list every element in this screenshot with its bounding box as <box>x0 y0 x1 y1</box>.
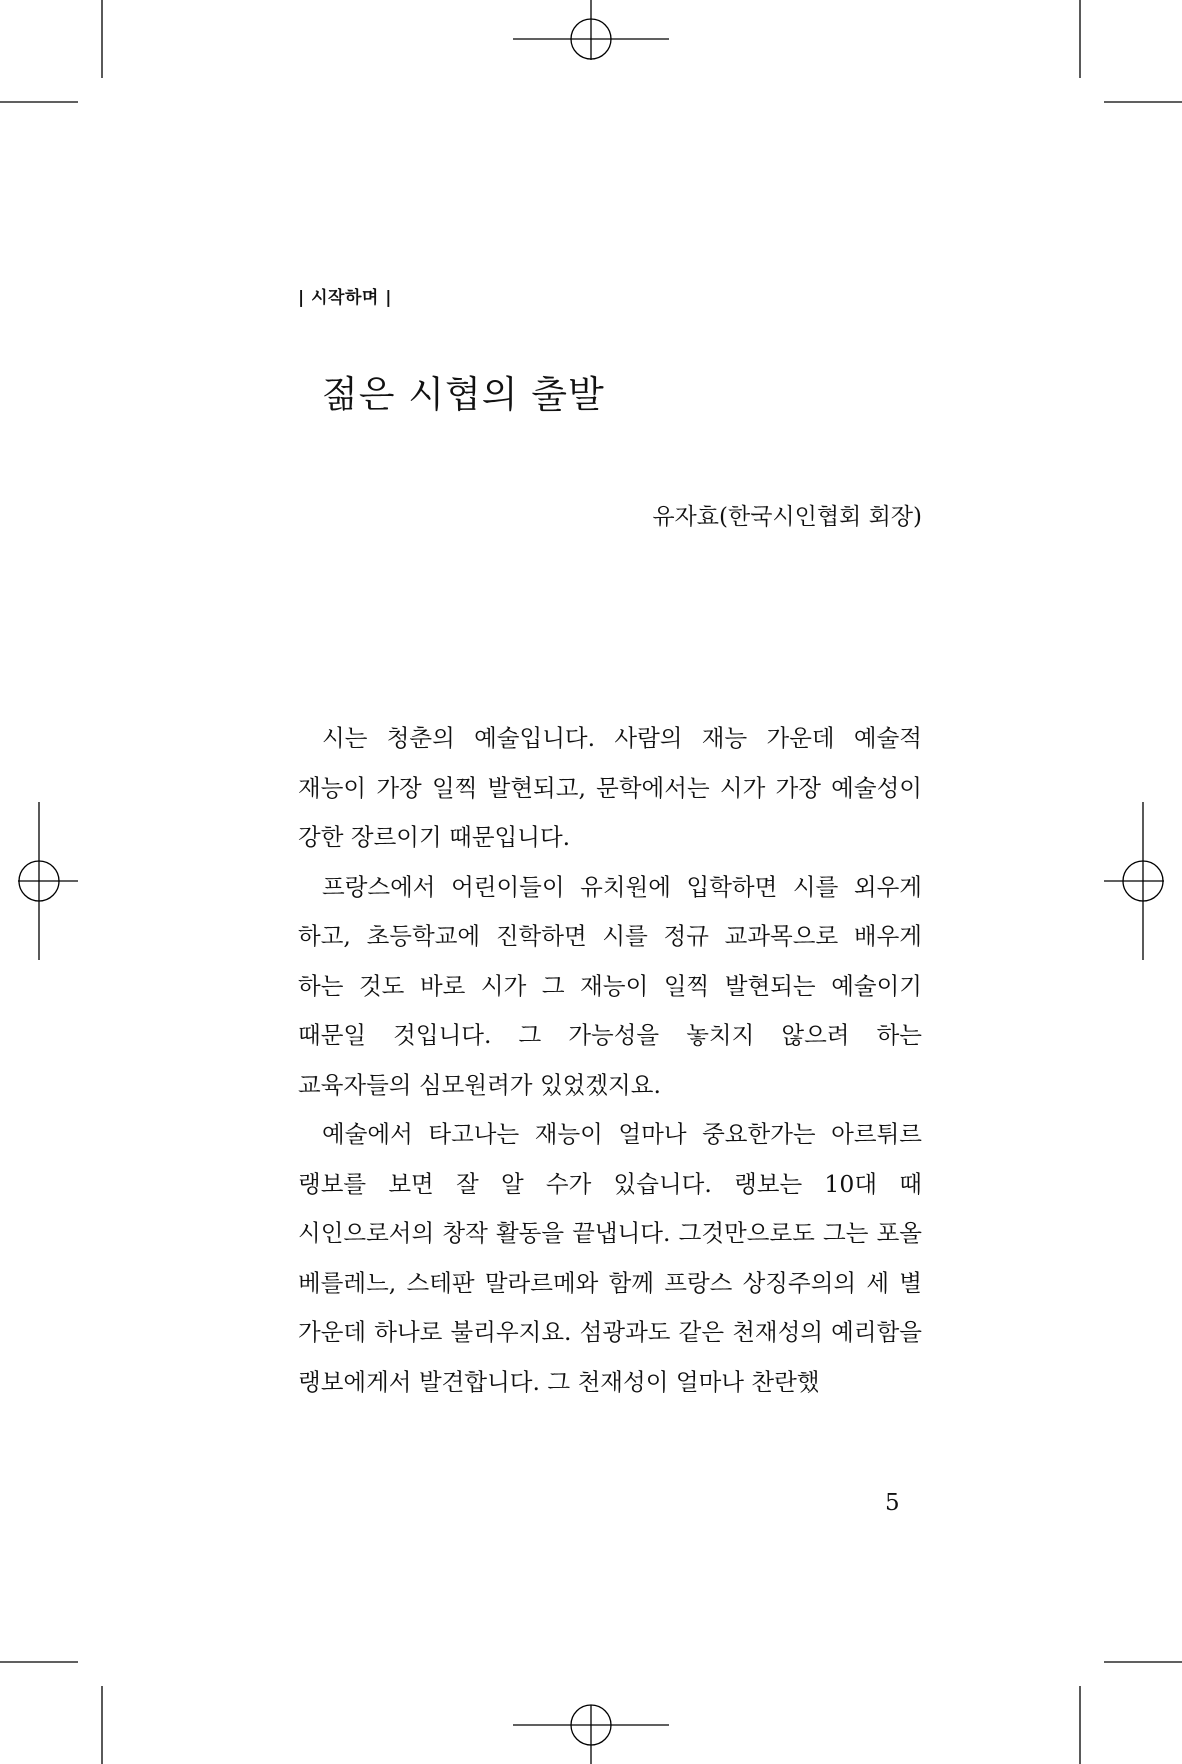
page-number: 5 <box>885 1490 900 1516</box>
paragraph-1: 시는 청춘의 예술입니다. 사람의 재능 가운데 예술적 재능이 가장 일찍 발현되고, 문학에서는 시가 가장 예술성이 강한 장르이기 때문입니다. <box>298 724 922 851</box>
body-text <box>298 714 922 1407</box>
paragraph-2: 프랑스에서 어린이들이 유치원에 입학하면 시를 외우게 하고, 초등학교에 진학하면 시를 정규 교과목으로 배우게 하는 것도 바로 시가 그 재능이 일찍 발현되는 예술이기 때문일 것입니다. 그 가능성을 놓치지 않으려 하는 교육자들의 심모원려가 있었겠지요. <box>298 872 922 1099</box>
paragraph-3: 예술에서 타고나는 재능이 얼마나 중요한가는 아르튀르 랭보를 보면 잘 알 수가 있습니다. 랭보는 10대 때 시인으로서의 창작 활동을 끝냅니다. 그것만으로도 그는 포올 베를레느, 스테판 말라르메와 함께 프랑스 상징주의의 세 별 가운데 하나로 불리우지요. 섬광과도 같은 천재성의 예리함을 랭보에게서 발견합니다. 그 천재성이 얼마나 찬란했 <box>298 1120 922 1396</box>
author-line: 유자효(한국시인협회 회장) <box>652 504 922 530</box>
chapter-title: 젊은 시협의 출발 <box>322 373 605 416</box>
section-label: | 시작하며 | <box>298 288 392 308</box>
